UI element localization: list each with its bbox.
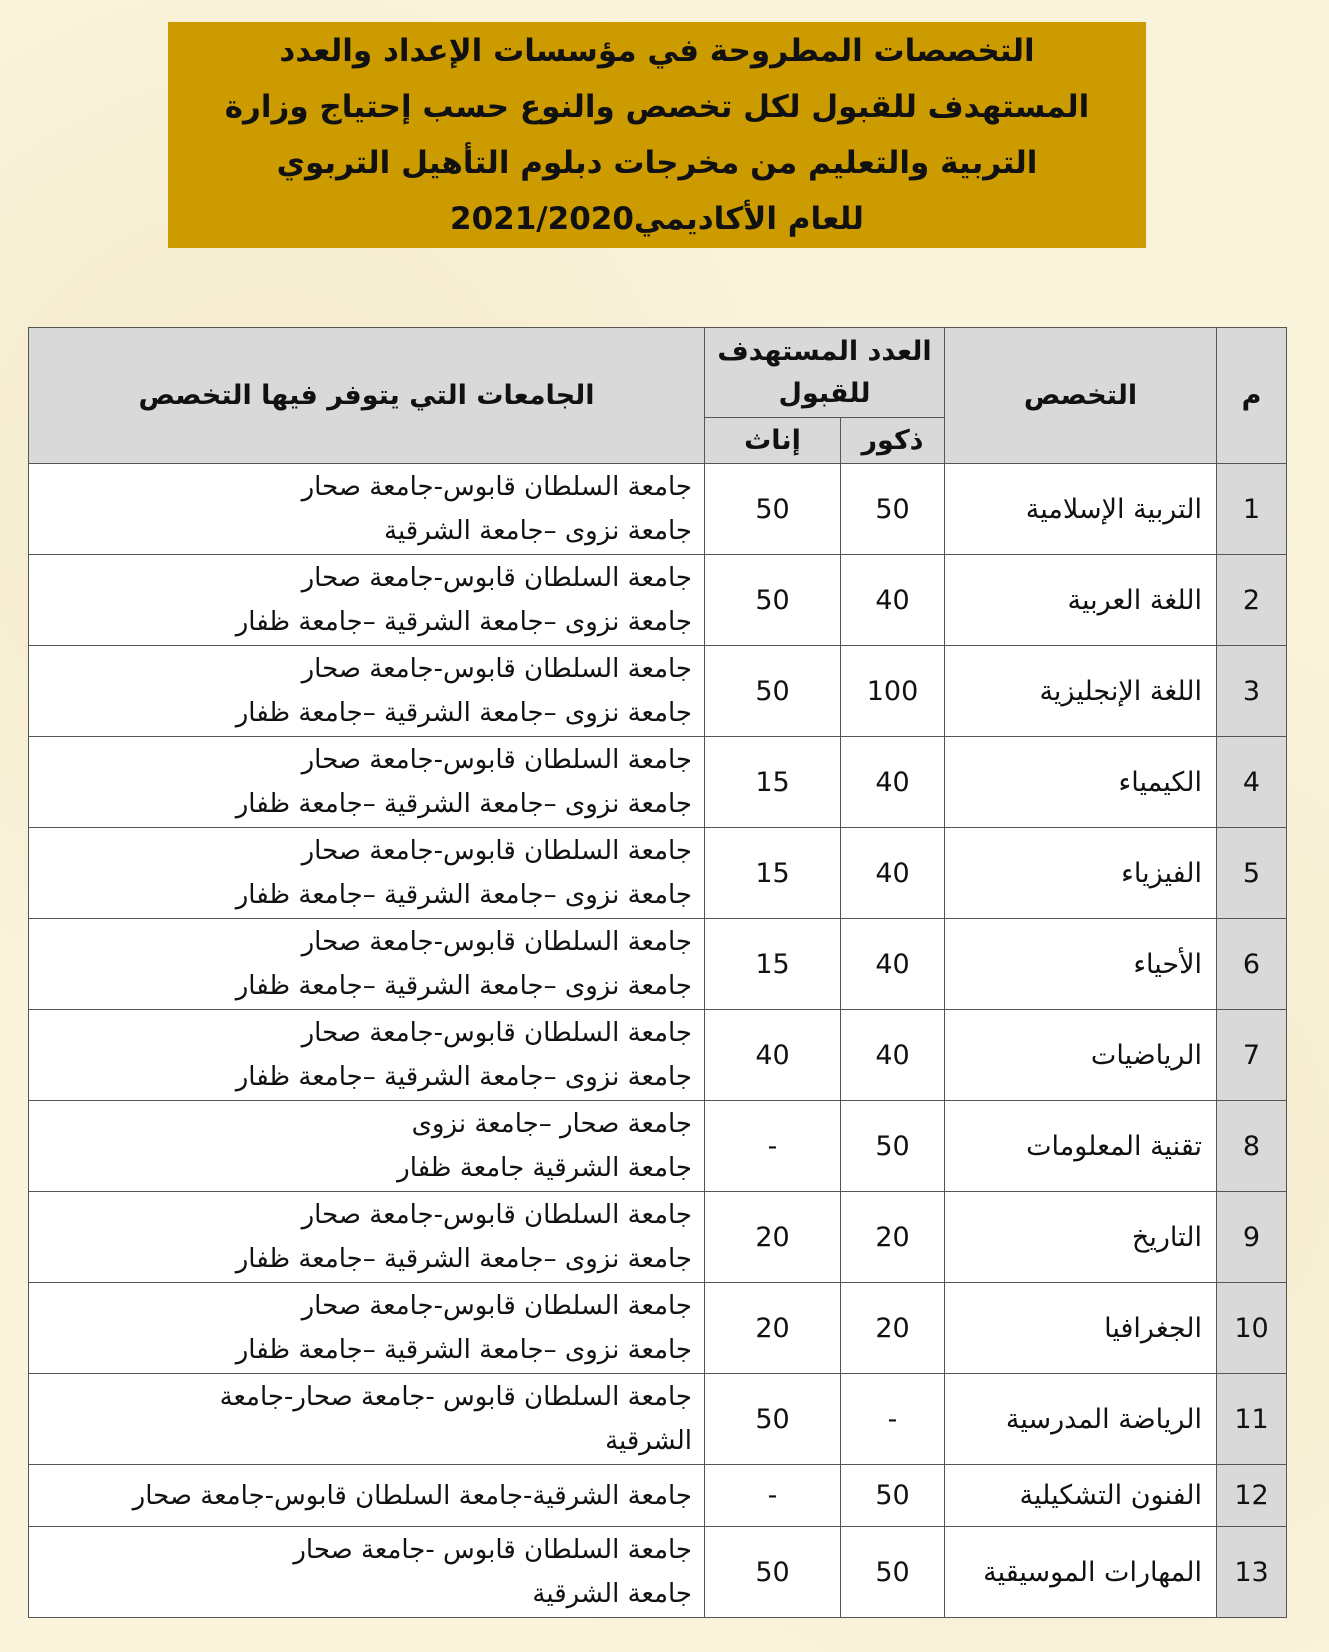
university-line: جامعة السلطان قابوس-جامعة صحار	[301, 1200, 692, 1230]
table-row	[29, 919, 1287, 1010]
row-number: 3	[1217, 646, 1287, 737]
university-line: جامعة السلطان قابوس-جامعة صحار	[301, 563, 692, 593]
row-males: 50	[841, 1527, 945, 1618]
row-females: 15	[705, 737, 841, 828]
row-males: 50	[841, 464, 945, 555]
row-specialization: الجغرافيا	[945, 1283, 1217, 1374]
row-females: 15	[705, 828, 841, 919]
table-row	[29, 1010, 1287, 1101]
row-males: 20	[841, 1192, 945, 1283]
university-line: جامعة السلطان قابوس -جامعة صحار-جامعة	[219, 1382, 692, 1412]
university-line: الشرقية	[605, 1426, 692, 1456]
specializations-table	[28, 327, 1287, 1618]
table-row	[29, 1283, 1287, 1374]
row-males: 20	[841, 1283, 945, 1374]
table-row	[29, 464, 1287, 555]
row-males: 40	[841, 828, 945, 919]
row-number: 12	[1217, 1465, 1287, 1527]
row-specialization: الفنون التشكيلية	[945, 1465, 1217, 1527]
row-universities	[29, 737, 705, 828]
university-line: جامعة نزوى –جامعة الشرقية –جامعة ظفار	[235, 607, 692, 637]
title-box	[168, 22, 1146, 248]
row-males: 40	[841, 1010, 945, 1101]
title-line-2: المستهدف للقبول لكل تخصص والنوع حسب إحتياج وزارة	[224, 89, 1090, 125]
table-row	[29, 1527, 1287, 1618]
header-specialization: التخصص	[945, 328, 1217, 464]
university-line: جامعة صحار –جامعة نزوى	[411, 1109, 692, 1139]
header-males: ذكور	[841, 418, 945, 464]
row-males: 40	[841, 555, 945, 646]
row-universities	[29, 646, 705, 737]
row-males: 50	[841, 1101, 945, 1192]
row-number: 13	[1217, 1527, 1287, 1618]
row-males: 100	[841, 646, 945, 737]
row-females: 50	[705, 464, 841, 555]
row-specialization: الأحياء	[945, 919, 1217, 1010]
university-line: جامعة السلطان قابوس-جامعة صحار	[301, 472, 692, 502]
row-specialization: اللغة الإنجليزية	[945, 646, 1217, 737]
row-number: 10	[1217, 1283, 1287, 1374]
row-females: 40	[705, 1010, 841, 1101]
row-specialization: التربية الإسلامية	[945, 464, 1217, 555]
table-row	[29, 1101, 1287, 1192]
row-specialization: التاريخ	[945, 1192, 1217, 1283]
university-line: جامعة السلطان قابوس-جامعة صحار	[301, 1291, 692, 1321]
university-line: جامعة السلطان قابوس-جامعة صحار	[301, 745, 692, 775]
table-row	[29, 646, 1287, 737]
row-number: 9	[1217, 1192, 1287, 1283]
row-females: 20	[705, 1283, 841, 1374]
row-males: 40	[841, 737, 945, 828]
title-line-3: التربية والتعليم من مخرجات دبلوم التأهيل التربوي	[276, 145, 1038, 181]
row-universities	[29, 1101, 705, 1192]
header-universities: الجامعات التي يتوفر فيها التخصص	[29, 328, 705, 464]
row-number: 7	[1217, 1010, 1287, 1101]
row-specialization: الرياضة المدرسية	[945, 1374, 1217, 1465]
university-line: جامعة الشرقية	[532, 1579, 692, 1609]
table-row	[29, 1374, 1287, 1465]
university-line: جامعة نزوى –جامعة الشرقية	[384, 516, 692, 546]
title-line-4: للعام الأكاديمي2021/2020	[450, 201, 864, 237]
header-females: إناث	[705, 418, 841, 464]
row-number: 1	[1217, 464, 1287, 555]
university-line: جامعة السلطان قابوس-جامعة صحار	[301, 927, 692, 957]
row-universities	[29, 828, 705, 919]
row-females: -	[705, 1101, 841, 1192]
row-universities	[29, 1374, 705, 1465]
header-m: م	[1217, 328, 1287, 464]
row-males: 50	[841, 1465, 945, 1527]
university-line: جامعة الشرقية جامعة ظفار	[397, 1153, 692, 1183]
row-universities	[29, 1465, 705, 1527]
row-females: 50	[705, 1527, 841, 1618]
row-males: -	[841, 1374, 945, 1465]
row-universities	[29, 1192, 705, 1283]
row-specialization: اللغة العربية	[945, 555, 1217, 646]
university-line: جامعة نزوى –جامعة الشرقية –جامعة ظفار	[235, 1062, 692, 1092]
row-universities	[29, 464, 705, 555]
university-line: جامعة نزوى –جامعة الشرقية –جامعة ظفار	[235, 971, 692, 1001]
title-line-1: التخصصات المطروحة في مؤسسات الإعداد والعدد	[279, 33, 1035, 69]
table-body	[29, 464, 1287, 1618]
row-universities	[29, 1527, 705, 1618]
university-line: جامعة السلطان قابوس-جامعة صحار	[301, 836, 692, 866]
university-line: جامعة نزوى –جامعة الشرقية –جامعة ظفار	[235, 1244, 692, 1274]
row-universities	[29, 555, 705, 646]
row-number: 11	[1217, 1374, 1287, 1465]
row-females: 50	[705, 646, 841, 737]
table-row	[29, 1192, 1287, 1283]
row-universities	[29, 1283, 705, 1374]
table-row	[29, 1465, 1287, 1527]
row-specialization: المهارات الموسيقية	[945, 1527, 1217, 1618]
row-males: 40	[841, 919, 945, 1010]
row-universities	[29, 1010, 705, 1101]
row-specialization: الفيزياء	[945, 828, 1217, 919]
university-line: جامعة السلطان قابوس-جامعة صحار	[301, 1018, 692, 1048]
table-row	[29, 555, 1287, 646]
row-specialization: الكيمياء	[945, 737, 1217, 828]
row-females: 50	[705, 555, 841, 646]
row-number: 4	[1217, 737, 1287, 828]
university-line: جامعة نزوى –جامعة الشرقية –جامعة ظفار	[235, 698, 692, 728]
header-target: العدد المستهدف للقبول	[705, 328, 945, 418]
row-specialization: تقنية المعلومات	[945, 1101, 1217, 1192]
row-universities	[29, 919, 705, 1010]
row-females: -	[705, 1465, 841, 1527]
university-line: جامعة نزوى –جامعة الشرقية –جامعة ظفار	[235, 880, 692, 910]
table-row	[29, 828, 1287, 919]
row-females: 50	[705, 1374, 841, 1465]
table-row	[29, 737, 1287, 828]
row-number: 8	[1217, 1101, 1287, 1192]
row-number: 6	[1217, 919, 1287, 1010]
row-number: 2	[1217, 555, 1287, 646]
row-specialization: الرياضيات	[945, 1010, 1217, 1101]
row-number: 5	[1217, 828, 1287, 919]
university-line: جامعة نزوى –جامعة الشرقية –جامعة ظفار	[235, 789, 692, 819]
row-females: 15	[705, 919, 841, 1010]
university-line: جامعة السلطان قابوس -جامعة صحار	[293, 1535, 692, 1565]
university-line: جامعة نزوى –جامعة الشرقية –جامعة ظفار	[235, 1335, 692, 1365]
university-line: جامعة السلطان قابوس-جامعة صحار	[301, 654, 692, 684]
university-line: جامعة الشرقية-جامعة السلطان قابوس-جامعة صحار	[132, 1480, 692, 1511]
row-females: 20	[705, 1192, 841, 1283]
